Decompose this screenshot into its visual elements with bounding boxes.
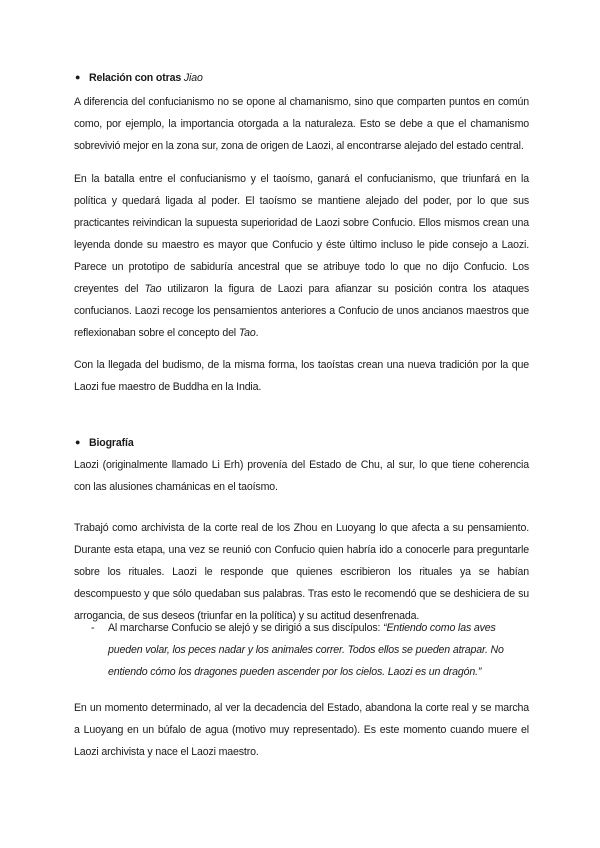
paragraph-text: utilizaron la figura de Laozi para afianzar su posición contra los ataques confucianos. Laozi recoge los pensamientos anteriores a Confucio de unos ancianos maestros que reflexionaban sobre el concepto del bbox=[74, 283, 530, 339]
italic-term: Tao bbox=[144, 283, 162, 295]
bullet-icon: ● bbox=[75, 72, 81, 82]
paragraph-origen: Laozi (originalmente llamado Li Erh) provenía del Estado de Chu, al sur, lo que tiene coherencia con las alusiones chamánicas en el taoísmo. bbox=[74, 459, 529, 493]
section-heading-biografia bbox=[75, 437, 134, 449]
dash-item-intro: Al marcharse Confucio se alejó y se dirigió a sus discípulos: bbox=[108, 622, 384, 634]
bullet-icon: ● bbox=[75, 437, 81, 447]
italic-term: Tao bbox=[238, 327, 256, 339]
heading-text: Relación con otras bbox=[89, 72, 182, 84]
paragraph-text: En la batalla entre el confucianismo y el taoísmo, ganará el confucianismo, que triunfará en la política y quedará ligada al poder. El taoísmo se mantiene alejado del poder, por lo que sus practicantes reivindican la supuesta superioridad de Laozi sobre Confucio. Ellos mismos crean una leyenda donde su maestro es mayor que Confucio y éste último incluso le pide consejo a Laozi. Parece un prototipo de sabiduría ancestral que se atribuye todo lo que no dijo Confucio. Los creyentes del bbox=[74, 173, 529, 295]
paragraph-text: . bbox=[255, 327, 259, 339]
dash-marker: - bbox=[91, 622, 95, 634]
paragraph-batalla bbox=[74, 168, 529, 344]
dash-item-quote: “Entiendo como las aves pueden volar, los peces nadar y los animales correr. Todos ellos se pueden atrapar. No entiendo cómo los dragones pueden ascender por los cielos. Laozi es un dragón.” bbox=[108, 622, 504, 678]
paragraph-chamanismo: A diferencia del confucianismo no se opone al chamanismo, sino que comparten puntos en común como, por ejemplo, la importancia otorgada a la naturaleza. Esto se debe a que el chamanismo sobrevivió mejor en la zona sur, zona de origen de Laozi, al encontrarse alejado del estado central. bbox=[74, 96, 529, 152]
dash-list-item bbox=[91, 617, 530, 683]
paragraph-budismo: Con la llegada del budismo, de la misma forma, los taoístas crean una nueva tradición por la que Laozi fue maestro de Buddha en la India. bbox=[74, 359, 529, 393]
paragraph-decadencia: En un momento determinado, al ver la decadencia del Estado, abandona la corte real y se marcha a Luoyang en un búfalo de agua (motivo muy representado). Es este momento cuando muere el Laozi archivista y nace el Laozi maestro. bbox=[74, 702, 529, 758]
paragraph-archivista: Trabajó como archivista de la corte real de los Zhou en Luoyang lo que afecta a su pensamiento. Durante esta etapa, una vez se reunió con Confucio quien habría ido a conocerle para preguntarle sobre los rituales. Laozi le responde que quienes escribieron los rituales ya se habían descompuesto y que sólo quedaban sus palabras. Tras esto le recomendó que se deshiciera de su arrogancia, de sus deseos (triunfar en la política) y su actitud desenfrenada. bbox=[74, 522, 529, 622]
heading-text: Biografía bbox=[89, 437, 134, 449]
section-heading-relacion bbox=[75, 72, 203, 84]
heading-italic-term: Jiao bbox=[183, 72, 203, 84]
